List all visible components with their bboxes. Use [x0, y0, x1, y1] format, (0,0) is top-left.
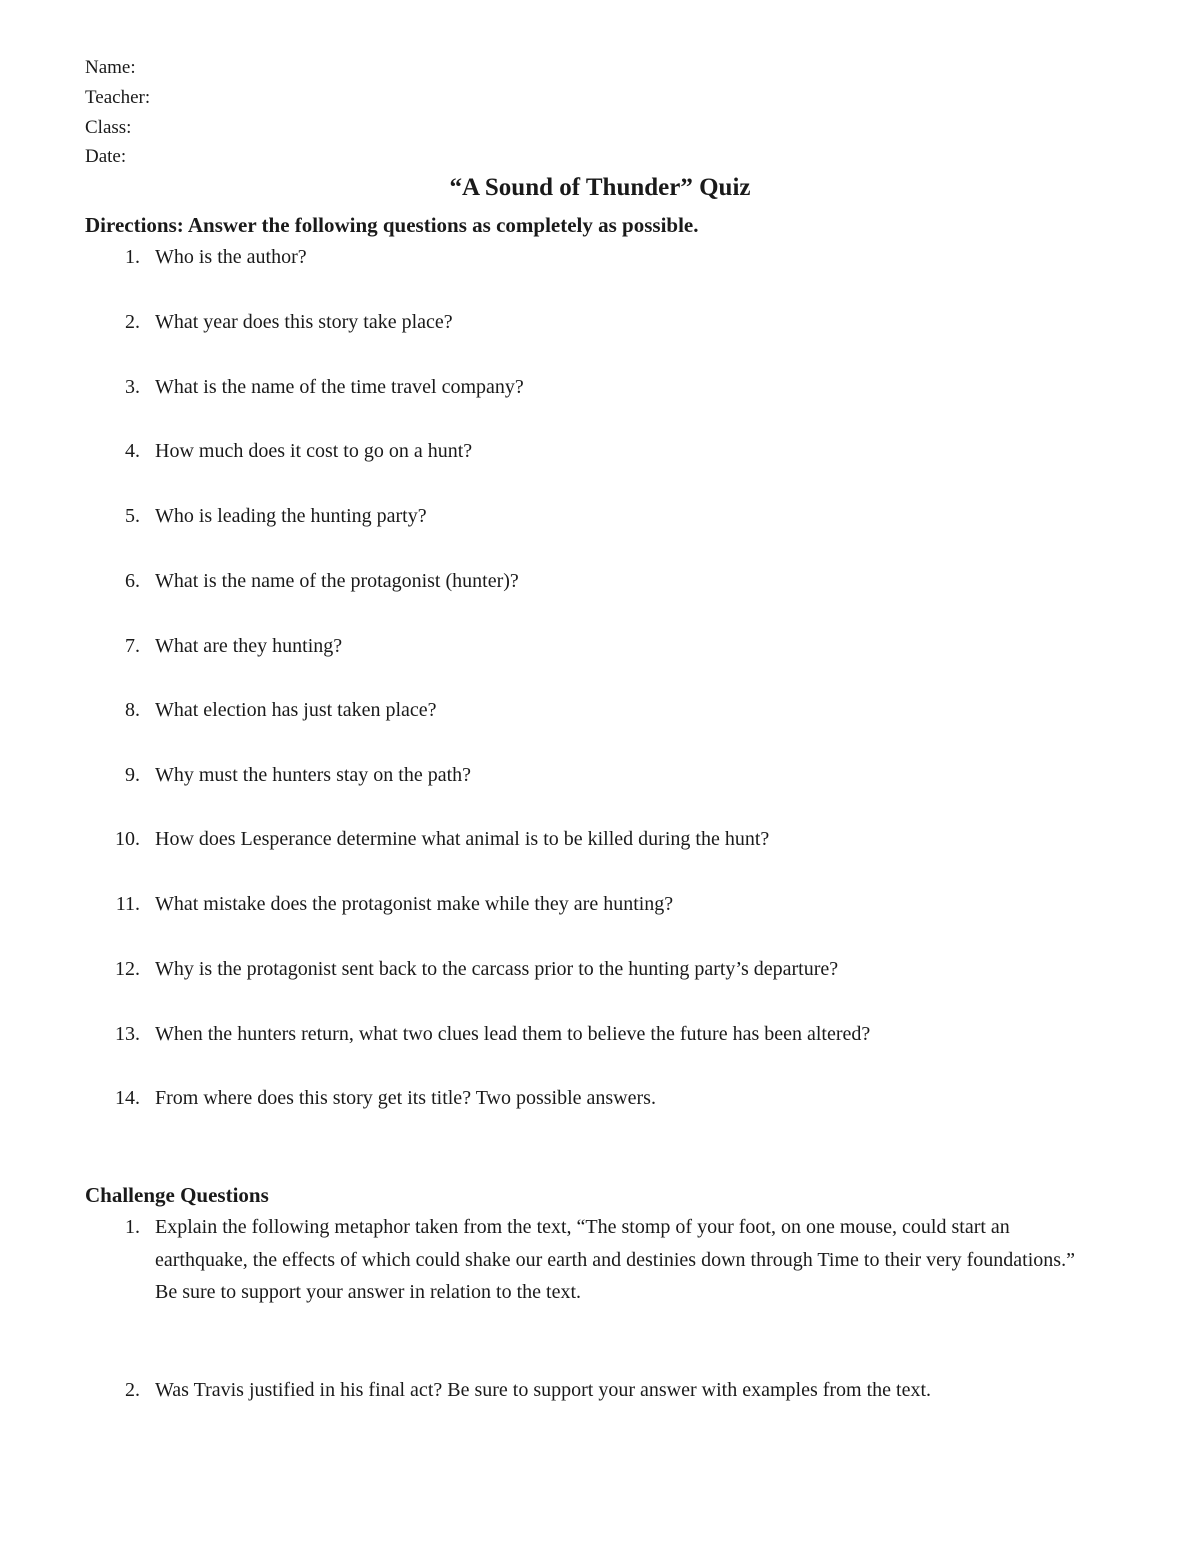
- question-text: Why is the protagonist sent back to the carcass prior to the hunting party’s departure?: [155, 958, 839, 980]
- question-number: 10.: [115, 828, 140, 850]
- question-number: 8.: [125, 699, 140, 721]
- question-number: 7.: [125, 635, 140, 657]
- question-number: 11.: [115, 893, 140, 915]
- teacher-label: Teacher:: [85, 87, 151, 108]
- directions: Directions: Answer the following questions as completely as possible.: [85, 213, 699, 237]
- question-number: 3.: [125, 376, 140, 398]
- question-text: How much does it cost to go on a hunt?: [155, 440, 473, 462]
- question-text: How does Lesperance determine what animal is to be killed during the hunt?: [155, 828, 770, 850]
- question-text: Explain the following metaphor taken from the text, “The stomp of your foot, on one mouse, could start an earthquake, the effects of which could shake our earth and destinies down through Time to their very foundations.” Be sure to support your answer in relation to the text.: [155, 1216, 1075, 1303]
- question-text: From where does this story get its title? Two possible answers.: [155, 1087, 656, 1109]
- question-number: 9.: [125, 764, 140, 786]
- question-text: When the hunters return, what two clues lead them to believe the future has been altered?: [155, 1023, 871, 1045]
- question-text: Why must the hunters stay on the path?: [155, 764, 472, 786]
- question-text: Who is leading the hunting party?: [155, 505, 427, 527]
- class-label: Class:: [85, 117, 132, 138]
- question-number: 4.: [125, 440, 140, 462]
- question-text: What is the name of the time travel company?: [155, 376, 524, 398]
- question-text: What are they hunting?: [155, 635, 343, 657]
- challenge-heading: Challenge Questions: [85, 1183, 269, 1207]
- question-text: What election has just taken place?: [155, 699, 437, 721]
- question-number: 2.: [125, 311, 140, 333]
- question-text: What year does this story take place?: [155, 311, 453, 333]
- question-text: Who is the author?: [155, 246, 307, 268]
- question-number: 1.: [125, 246, 140, 268]
- question-number: 14.: [115, 1087, 140, 1109]
- question-number: 5.: [125, 505, 140, 527]
- date-label: Date:: [85, 146, 127, 167]
- question-number: 6.: [125, 570, 140, 592]
- question-text: What mistake does the protagonist make while they are hunting?: [155, 893, 674, 915]
- question-number: 1.: [125, 1216, 140, 1238]
- question-number: 12.: [115, 958, 140, 980]
- question-number: 13.: [115, 1023, 140, 1045]
- question-number: 2.: [125, 1379, 140, 1401]
- question-text: Was Travis justified in his final act? Be sure to support your answer with examples from the text.: [155, 1379, 932, 1401]
- name-label: Name:: [85, 57, 136, 78]
- page-title: “A Sound of Thunder” Quiz: [449, 174, 751, 201]
- question-text: What is the name of the protagonist (hunter)?: [155, 570, 519, 592]
